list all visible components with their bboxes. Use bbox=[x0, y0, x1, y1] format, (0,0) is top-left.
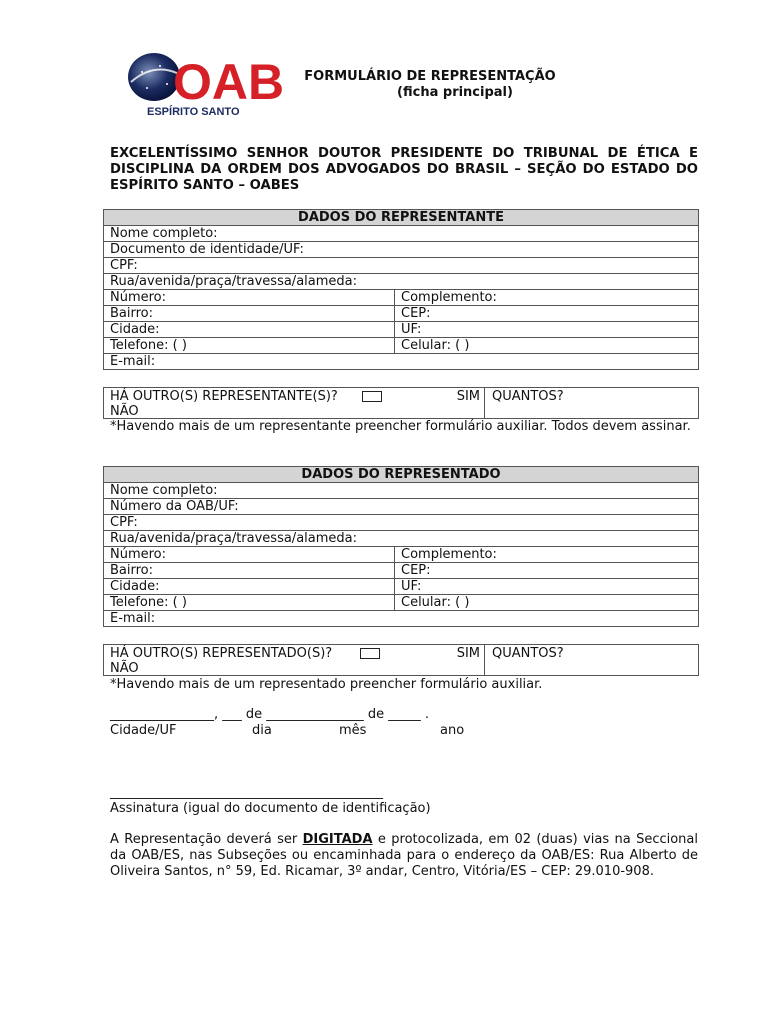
field-bairro[interactable]: Bairro: bbox=[104, 563, 395, 579]
field-telefone[interactable]: Telefone: ( ) bbox=[104, 338, 395, 354]
note-representante: *Havendo mais de um representante preencher formulário auxiliar. Todos devem assinar. bbox=[110, 419, 691, 434]
label-sim: SIM bbox=[456, 646, 480, 661]
addressee-heading: EXCELENTÍSSIMO SENHOR DOUTOR PRESIDENTE DO TRIBUNAL DE ÉTICA E DISCIPLINA DA ORDEM DOS ADVOGADOS DO BRASIL – SEÇÃO DO ESTADO DO ESPÍRITO SANTO – OABES bbox=[110, 146, 698, 193]
submission-instructions bbox=[110, 832, 698, 880]
field-uf[interactable]: UF: bbox=[395, 579, 699, 595]
field-nome[interactable]: Nome completo: bbox=[104, 226, 699, 242]
other-representantes-box bbox=[103, 387, 699, 419]
representado-header: DADOS DO REPRESENTADO bbox=[104, 467, 699, 483]
checkbox-sim[interactable] bbox=[360, 648, 380, 659]
checkbox-sim[interactable] bbox=[362, 391, 382, 402]
date-line[interactable]: ________________, ___ de _______________ de _____ . bbox=[110, 707, 430, 722]
instructions-emphasis: DIGITADA bbox=[302, 832, 373, 847]
field-complemento[interactable]: Complemento: bbox=[395, 547, 699, 563]
field-celular[interactable]: Celular: ( ) bbox=[395, 595, 699, 611]
representado-table bbox=[103, 466, 699, 627]
field-rua[interactable]: Rua/avenida/praça/travessa/alameda: bbox=[104, 274, 699, 290]
signature-label: Assinatura (igual do documento de identificação) bbox=[110, 801, 431, 816]
representante-table bbox=[103, 209, 699, 370]
field-cep[interactable]: CEP: bbox=[395, 563, 699, 579]
representante-header: DADOS DO REPRESENTANTE bbox=[104, 210, 699, 226]
instructions-part1: A Representação deverá ser bbox=[110, 832, 303, 847]
label-nao: NÃO bbox=[110, 404, 139, 419]
field-documento[interactable]: Documento de identidade/UF: bbox=[104, 242, 699, 258]
field-cidade[interactable]: Cidade: bbox=[104, 322, 395, 338]
field-email[interactable]: E-mail: bbox=[104, 354, 699, 370]
question-other-representados: HÁ OUTRO(S) REPRESENTADO(S)? bbox=[110, 646, 333, 661]
date-label-mes: mês bbox=[339, 723, 367, 738]
date-label-ano: ano bbox=[440, 723, 465, 738]
logo-letters: OAB bbox=[173, 54, 285, 110]
field-complemento[interactable]: Complemento: bbox=[395, 290, 699, 306]
field-uf[interactable]: UF: bbox=[395, 322, 699, 338]
field-cidade[interactable]: Cidade: bbox=[104, 579, 395, 595]
field-bairro[interactable]: Bairro: bbox=[104, 306, 395, 322]
field-numero[interactable]: Número: bbox=[104, 547, 395, 563]
field-numero[interactable]: Número: bbox=[104, 290, 395, 306]
field-telefone[interactable]: Telefone: ( ) bbox=[104, 595, 395, 611]
label-quantos[interactable]: QUANTOS? bbox=[492, 389, 564, 404]
field-oab[interactable]: Número da OAB/UF: bbox=[104, 499, 699, 515]
field-email[interactable]: E-mail: bbox=[104, 611, 699, 627]
question-other-representantes: HÁ OUTRO(S) REPRESENTANTE(S)? bbox=[110, 389, 338, 404]
field-celular[interactable]: Celular: ( ) bbox=[395, 338, 699, 354]
logo-subtitle: ESPÍRITO SANTO bbox=[147, 106, 240, 118]
form-title: FORMULÁRIO DE REPRESENTAÇÃO bbox=[304, 69, 556, 84]
label-sim: SIM bbox=[456, 389, 480, 404]
field-cep[interactable]: CEP: bbox=[395, 306, 699, 322]
label-nao: NÃO bbox=[110, 661, 139, 676]
field-cpf[interactable]: CPF: bbox=[104, 515, 699, 531]
date-label-cidade: Cidade/UF bbox=[110, 723, 177, 738]
oab-logo-graphic bbox=[127, 52, 285, 118]
instructions-part2: e protocolizada, em 02 (duas) vias na Seccional da OAB/ES, nas Subseções ou encaminhada para o endereço da OAB/ES: Rua Alberto de Oliveira Santos, n° 59, Ed. Ricamar, 3º andar, Centro, Vitória/ES – CEP: 29.010-908. bbox=[110, 832, 699, 879]
field-nome[interactable]: Nome completo: bbox=[104, 483, 699, 499]
note-representado: *Havendo mais de um representado preencher formulário auxiliar. bbox=[110, 677, 543, 692]
other-representados-box bbox=[103, 644, 699, 676]
date-label-dia: dia bbox=[252, 723, 272, 738]
label-quantos[interactable]: QUANTOS? bbox=[492, 646, 564, 661]
oab-logo bbox=[127, 52, 285, 118]
signature-line[interactable]: __________________________________________ bbox=[110, 785, 383, 800]
form-subtitle: (ficha principal) bbox=[397, 85, 513, 100]
field-rua[interactable]: Rua/avenida/praça/travessa/alameda: bbox=[104, 531, 699, 547]
field-cpf[interactable]: CPF: bbox=[104, 258, 699, 274]
